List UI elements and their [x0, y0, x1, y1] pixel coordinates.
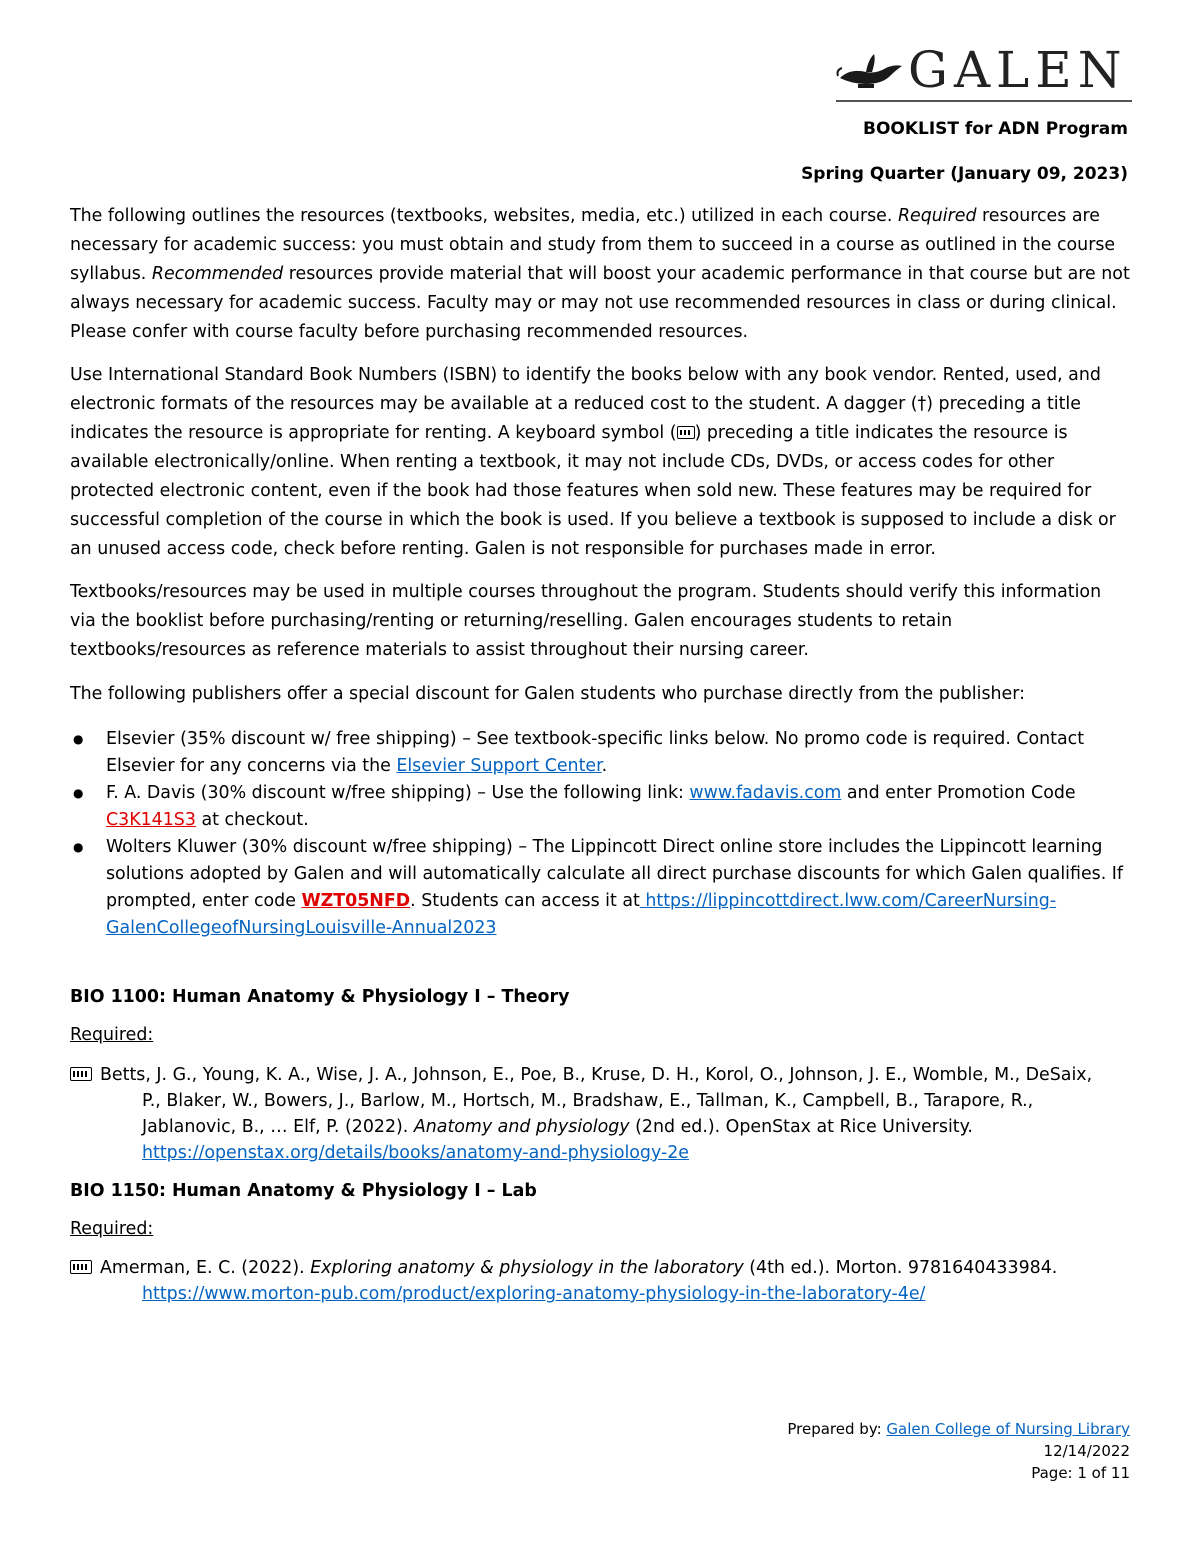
term-heading: Spring Quarter (January 09, 2023) — [801, 164, 1128, 184]
elsevier-support-link[interactable]: Elsevier Support Center — [396, 756, 602, 776]
logo-underline — [836, 100, 1132, 102]
keyboard-icon — [70, 1260, 92, 1274]
intro-paragraph-4: The following publishers offer a special discount for Galen students who purchase directly from the publisher: — [70, 684, 1025, 704]
oil-lamp-icon — [836, 48, 906, 92]
course-heading: BIO 1150: Human Anatomy & Physiology I – Lab — [70, 1181, 537, 1201]
required-label: Required: — [70, 1219, 154, 1239]
lippincott-direct-link[interactable]: https://lippincottdirect.lww.com/CareerNursing-GalenCollegeofNursingLouisville-Annual2023 — [106, 891, 1057, 938]
wolters-kluwer-promo-code: WZT05NFD — [301, 891, 411, 911]
fadavis-link[interactable]: www.fadavis.com — [689, 783, 842, 803]
list-item: ● F. A. Davis (30% discount w/free shipping) – Use the following link: www.fadavis.com and enter Promotion Code C3K141S3 at checkout. — [70, 780, 1130, 834]
intro-paragraph-1: The following outlines the resources (textbooks, websites, media, etc.) utilized in each course. Required resources are necessary for academic success: you must obtain and study from them to succeed in a course as outlined in the course syllabus. Recommended resources provide material that will boost your academic performance in that course but are not always necessary for academic success. Faculty may or may not use recommended resources in class or during clinical. Please confer with course faculty before purchasing recommended resources. — [70, 206, 1130, 342]
list-item: ● Elsevier (35% discount w/ free shipping) – See textbook-specific links below. No promo code is required. Contact Elsevier for any concerns via the Elsevier Support Center. — [70, 726, 1130, 780]
reference-entry: Amerman, E. C. (2022). Exploring anatomy & physiology in the laboratory (4th ed.). Morton. 9781640433984. https://www.morton-pub.com/product/exploring-anatomy-physiology-in-the-laboratory-4e/ — [70, 1255, 1130, 1307]
galen-logo — [836, 42, 1132, 104]
reference-entry: Betts, J. G., Young, K. A., Wise, J. A., Johnson, E., Poe, B., Kruse, D. H., Korol, O., Johnson, J. E., Womble, M., DeSaix, P., Blaker, W., Bowers, J., Barlow, M., Hortsch, M., Bradshaw, E., Tallman, K., Campbell, B., Tarapore, R., Jablanovic, B., … Elf, P. (2022). Anatomy and physiology (2nd ed.). OpenStax at Rice University. https://openstax.org/details/books/anatomy-and-physiology-2e — [70, 1062, 1130, 1166]
fadavis-promo-code: C3K141S3 — [106, 810, 196, 830]
library-link[interactable]: Galen College of Nursing Library — [886, 1420, 1130, 1438]
morton-link[interactable]: https://www.morton-pub.com/product/exploring-anatomy-physiology-in-the-laboratory-4e/ — [142, 1284, 926, 1304]
course-heading: BIO 1100: Human Anatomy & Physiology I – Theory — [70, 987, 570, 1007]
publisher-list — [70, 726, 1130, 942]
page-footer — [787, 1418, 1130, 1484]
logo-wordmark: GALEN — [908, 41, 1128, 99]
keyboard-icon — [677, 426, 695, 439]
page-number: Page: 1 of 11 — [1031, 1464, 1130, 1482]
list-item: ● Wolters Kluwer (30% discount w/free shipping) – The Lippincott Direct online store includes the Lippincott learning solutions adopted by Galen and will automatically calculate all direct purchase discounts for which Galen qualifies. If prompted, enter code WZT05NFD. Students can access it at https://lippincottdirect.lww.com/CareerNursing-GalenCollegeofNursingLouisville-Annual2023 — [70, 834, 1130, 942]
keyboard-icon — [70, 1067, 92, 1081]
openstax-link[interactable]: https://openstax.org/details/books/anatomy-and-physiology-2e — [142, 1143, 689, 1163]
required-label: Required: — [70, 1025, 154, 1045]
prepared-by: Prepared by: Galen College of Nursing Library — [787, 1420, 1130, 1438]
intro-paragraph-2: Use International Standard Book Numbers (ISBN) to identify the books below with any book vendor. Rented, used, and electronic formats of the resources may be available at a reduced cost to the student. A dagger (†) preceding a title indicates the resource is appropriate for renting. A keyboard symbol ( ) preceding a title indicates the resource is available electronically/online. When renting a textbook, it may not include CDs, DVDs, or access codes for other protected electronic content, even if the book had those features when sold new. These features may be required for successful completion of the course in which the book is used. If you believe a textbook is supposed to include a disk or an unused access code, check before renting. Galen is not responsible for purchases made in error. — [70, 365, 1116, 559]
intro-paragraph-3: Textbooks/resources may be used in multiple courses throughout the program. Students should verify this information via the booklist before purchasing/renting or returning/reselling. Galen encourages students to retain textbooks/resources as reference materials to assist throughout their nursing career. — [70, 582, 1102, 660]
document-title: BOOKLIST for ADN Program — [862, 119, 1128, 139]
footer-date: 12/14/2022 — [1043, 1442, 1130, 1460]
